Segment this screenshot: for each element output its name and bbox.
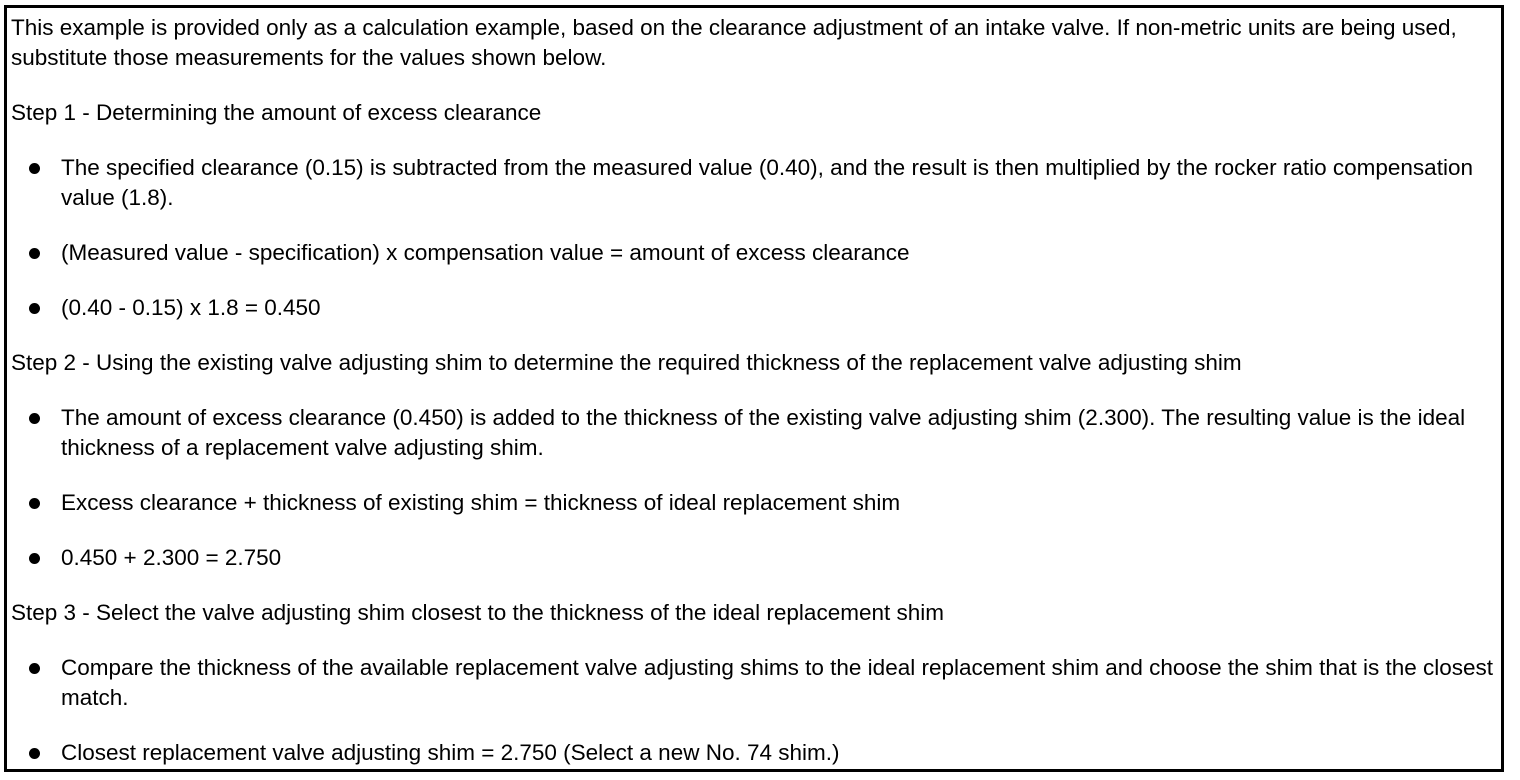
- bullet-text: Compare the thickness of the available replacement valve adjusting shims to the ideal replacement shim and choose the shim that is the closest match.: [61, 655, 1494, 710]
- bullet-text: 0.450 + 2.300 = 2.750: [61, 545, 282, 570]
- document-content: [11, 13, 1501, 768]
- bullet-text: (Measured value - specification) x compensation value = amount of excess clearance: [61, 240, 910, 265]
- list-item: [11, 293, 1501, 323]
- list-item: [11, 238, 1501, 268]
- bullet-text: (0.40 - 0.15) x 1.8 = 0.450: [61, 295, 321, 320]
- step-3-bullet-list: [11, 653, 1501, 768]
- bullet-icon: [29, 303, 40, 314]
- intro-paragraph: This example is provided only as a calculation example, based on the clearance adjustment of an intake valve. If non-metric units are being used, substitute those measurements for the values shown below.: [11, 15, 1457, 70]
- list-item: [11, 488, 1501, 518]
- list-item: [11, 653, 1501, 713]
- bullet-text: Excess clearance + thickness of existing shim = thickness of ideal replacement shim: [61, 490, 901, 515]
- bullet-text: The amount of excess clearance (0.450) is added to the thickness of the existing valve adjusting shim (2.300). The resulting value is the ideal thickness of a replacement valve adjusting shim.: [61, 405, 1466, 460]
- bullet-icon: [29, 498, 40, 509]
- list-item: [11, 403, 1501, 463]
- bullet-icon: [29, 413, 40, 424]
- bullet-icon: [29, 553, 40, 564]
- list-item: [11, 738, 1501, 768]
- bullet-icon: [29, 748, 40, 759]
- bullet-icon: [29, 663, 40, 674]
- list-item: [11, 543, 1501, 573]
- bullet-icon: [29, 163, 40, 174]
- bullet-text: The specified clearance (0.15) is subtracted from the measured value (0.40), and the result is then multiplied by the rocker ratio compensation value (1.8).: [61, 155, 1473, 210]
- step-2-bullet-list: [11, 403, 1501, 573]
- list-item: [11, 153, 1501, 213]
- step-2-heading: Step 2 - Using the existing valve adjusting shim to determine the required thickness of the replacement valve adjusting shim: [11, 350, 1242, 375]
- step-1-bullet-list: [11, 153, 1501, 323]
- step-1-heading: Step 1 - Determining the amount of excess clearance: [11, 100, 542, 125]
- bullet-text: Closest replacement valve adjusting shim = 2.750 (Select a new No. 74 shim.): [61, 740, 840, 765]
- step-3-heading: Step 3 - Select the valve adjusting shim closest to the thickness of the ideal replacement shim: [11, 600, 944, 625]
- bullet-icon: [29, 248, 40, 259]
